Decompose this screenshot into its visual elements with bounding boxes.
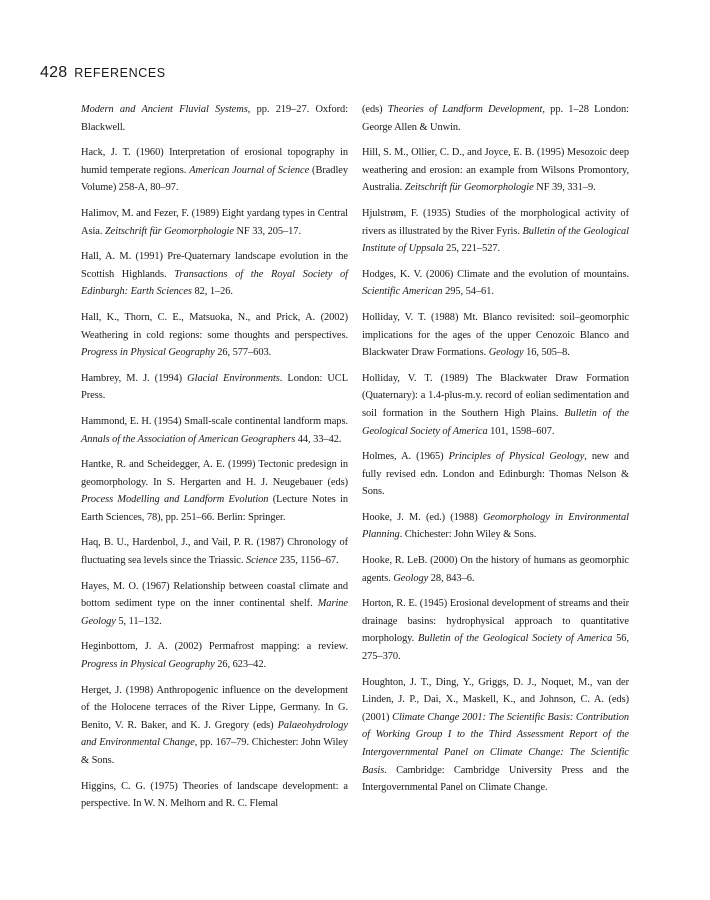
reference-title: American Journal of Science [189,164,310,176]
reference-entry [362,144,629,197]
reference-title: Geology [488,347,524,359]
reference-entry [362,552,629,587]
reference-entry [81,101,348,136]
reference-text: Hall, K., Thorn, C. E., Matsuoka, N., and Prick, A. (2002) Weathering in cold regions: some thoughts and perspectives. [81,311,348,341]
running-header [40,64,166,84]
reference-title: Theories of Landform Development [387,104,543,115]
reference-text: , new and fully revised edn. London and Edinburgh: Thomas Nelson & Sons. [362,451,629,498]
reference-text: . Chichester: John Wiley & Sons. [399,529,537,541]
reference-text: Haq, B. U., Hardenbol, J., and Vail, P. R. (1987) Chronology of fluctuating sea levels since the Triassic. [81,537,348,567]
reference-text: Holliday, V. T. (1988) Mt. Blanco revisited: soil–geomorphic implications for the ages of the upper Cenozoic Blanco and Blackwater Draw Formations. [362,311,629,359]
reference-column-right [362,101,629,805]
reference-text: Hambrey, M. J. (1994) [81,372,188,384]
reference-title: Modern and Ancient Fluvial Systems [81,104,248,115]
reference-title: Marine Geology [81,598,348,627]
reference-entry [81,578,348,631]
reference-title: Geomorphology in Environmental Planning [362,511,629,541]
reference-entry [362,101,629,136]
reference-text: Hooke, J. M. (ed.) (1988) [362,511,483,523]
reference-text: Hill, S. M., Ollier, C. D., and Joyce, E. B. (1995) Mesozoic deep weathering and erosion: an example from Wilsons Promontory, Australia. [362,147,629,194]
reference-title: Geology [393,572,429,584]
reference-entry [81,205,348,240]
reference-text: . Cambridge: Cambridge University Press and the Intergovernmental Panel on Climate Change. [362,764,629,794]
reference-text: (eds) [362,104,388,115]
reference-text: 235, 1156–67. [277,555,339,567]
reference-title: Progress in Physical Geography [81,659,215,671]
reference-entry [362,509,629,544]
reference-title: Bulletin of the Geological Society of America [362,407,629,437]
reference-text: 26, 623–42. [214,659,267,671]
reference-title: Zeitschrift für Geomorphologie [104,225,234,237]
reference-text: 16, 505–8. [523,347,570,359]
reference-text: Hantke, R. and Scheidegger, A. E. (1999) Tectonic predesign in geomorphology. In S. Hergarten and H. J. Neugebauer (eds) [81,459,348,488]
page-number: 428 [40,64,68,81]
reference-text: Holliday, V. T. (1989) The Blackwater Draw Formation (Quaternary): a 1.4-plus-m.y. record of eolian sedimentation and soil formation in the Southern High Plains. [362,372,629,419]
reference-text: Houghton, J. T., Ding, Y., Griggs, D. J., Noquet, M., van der Linden, J. P., Dai, X., Maskell, K., and Johnson, C. A. (eds) (2001) [362,676,629,723]
reference-text: , pp. 167–79. Chichester: John Wiley & Sons. [81,737,348,766]
reference-entry [81,638,348,673]
reference-entry [362,309,629,362]
reference-title: Science [245,555,278,567]
reference-title: Process Modelling and Landform Evolution [81,494,269,506]
reference-text: (Lecture Notes in Earth Sciences, 78), pp. 251–66. Berlin: Springer. [81,494,348,523]
reference-entry [362,205,629,258]
reference-text: 82, 1–26. [191,286,233,298]
reference-title: Bulletin of the Geological Society of America [418,633,613,645]
reference-title: Zeitschrift für Geomorphologie [404,182,534,194]
reference-text: Hjulstrøm, F. (1935) Studies of the morphological activity of rivers as illustrated by the River Fyris. [362,207,629,237]
reference-text: Herget, J. (1998) Anthropogenic influence on the development of the Holocene terraces of the River Lippe, Germany. In G. Benito, V. R. Baker, and K. J. Gregory (eds) [81,684,348,731]
reference-text: , pp. 219–27. Oxford: Blackwell. [81,104,348,133]
reference-text: 26, 577–603. [214,347,272,359]
reference-title: Climate Change 2001: The Scientific Basis: Contribution of Working Group I to the Third Assessment Report of the Intergovernmental Panel on Climate Change: The Scientific Basis [362,711,629,776]
reference-text: Hooke, R. LeB. (2000) On the history of humans as geomorphic agents. [362,555,629,584]
running-title: REFERENCES [74,66,166,80]
reference-title: Palaeohydrology and Environmental Change [81,719,348,749]
reference-text: Hall, A. M. (1991) Pre-Quaternary landscape evolution in the Scottish Highlands. [81,251,348,280]
reference-text: Higgins, C. G. (1975) Theories of landscape development: a perspective. In W. N. Melhorn and R. C. Flemal [81,780,348,810]
reference-text: 28, 843–6. [428,572,475,584]
reference-column-left [81,101,348,821]
reference-text: Halimov, M. and Fezer, F. (1989) Eight yardang types in Central Asia. [81,207,348,237]
reference-text: 101, 1598–607. [487,425,555,437]
reference-title: Glacial Environments [187,372,280,384]
reference-text: 56, 275–370. [362,633,629,663]
reference-title: Transactions of the Royal Society of Edinburgh: Earth Sciences [81,268,349,298]
reference-text: Heginbottom, J. A. (2002) Permafrost mapping: a review. [81,641,348,653]
reference-text: 5, 11–132. [115,615,162,627]
reference-text: 295, 54–61. [442,286,494,298]
reference-text: Horton, R. E. (1945) Erosional development of streams and their drainage basins: hydrophysical approach to quantitative morphology. [362,598,629,645]
reference-text: NF 33, 205–17. [233,225,302,237]
reference-text: NF 39, 331–9. [533,182,596,194]
reference-entry [81,534,348,569]
reference-text: Hayes, M. O. (1967) Relationship between coastal climate and bottom sediment type on the inner continental shelf. [81,580,348,610]
reference-text: Hack, J. T. (1960) Interpretation of erosional topography in humid temperate regions. [81,147,348,176]
reference-text: Holmes, A. (1965) [362,451,449,463]
reference-title: Annals of the Association of American Geographers [81,433,296,445]
reference-text: 25, 221–527. [443,243,501,255]
reference-entry [362,448,629,501]
reference-entry [81,370,348,405]
reference-text: , pp. 1–28 London: George Allen & Unwin. [362,104,629,133]
reference-entry [81,456,348,526]
reference-entry [81,144,348,197]
reference-entry [362,674,629,797]
reference-title: Bulletin of the Geological Institute of Uppsala [362,225,629,255]
reference-entry [81,413,348,448]
reference-entry [81,309,348,362]
reference-title: Principles of Physical Geology [448,451,585,463]
reference-title: Progress in Physical Geography [81,347,215,359]
reference-title: Scientific American [362,286,443,298]
reference-text: Hodges, K. V. (2006) Climate and the evolution of mountains. [362,268,629,280]
reference-entry [362,370,629,440]
reference-entry [81,248,348,301]
reference-text: Hammond, E. H. (1954) Small-scale continental landform maps. [81,415,348,427]
reference-entry [362,595,629,665]
reference-entry [81,682,348,770]
reference-text: . London: UCL Press. [81,372,348,402]
reference-entry [81,778,348,813]
reference-text: (Bradley Volume) 258-A, 80–97. [81,164,348,194]
reference-entry [362,266,629,301]
reference-text: 44, 33–42. [295,433,342,445]
